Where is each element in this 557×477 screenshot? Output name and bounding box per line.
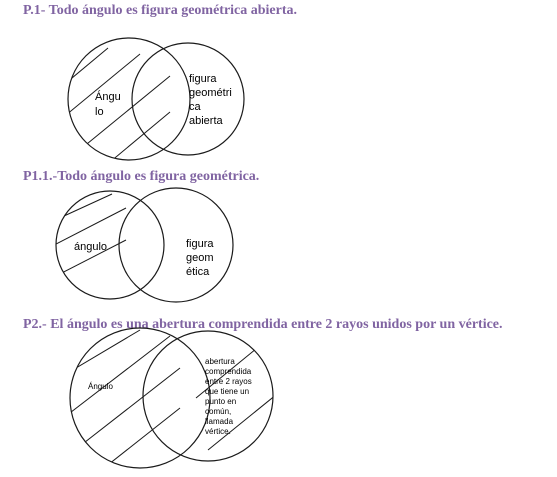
venn-diagram-3 bbox=[0, 330, 557, 465]
circle-left-3 bbox=[70, 328, 210, 468]
venn-diagram-2 bbox=[0, 188, 557, 303]
label-figura-geometrica: figura geom ética bbox=[186, 238, 214, 278]
heading-p1: P.1- Todo ángulo es figura geométrica abierta. bbox=[23, 3, 298, 18]
hatch-left-circle-2 bbox=[56, 194, 126, 276]
circle-right-1 bbox=[132, 43, 244, 155]
circle-left-1 bbox=[68, 38, 190, 160]
label-figura-geometrica-abierta: figura geométri ca abierta bbox=[189, 73, 232, 127]
label-angulo-2: ángulo bbox=[74, 241, 108, 253]
circle-left-2 bbox=[56, 191, 164, 299]
heading-p1-1: P1.1.-Todo ángulo es figura geométrica. bbox=[23, 169, 260, 184]
label-abertura-definicion: abertura comprendida entre 2 rayos que tiene un punto en común, llamada vértice. bbox=[205, 357, 252, 436]
venn-diagram-1 bbox=[0, 40, 557, 160]
hatch-left-circle-1 bbox=[60, 48, 170, 172]
label-angulo-1: Ángu lo bbox=[95, 91, 121, 118]
heading-p2: P2.- El ángulo es una abertura comprendida entre 2 rayos unidos por un vértice. bbox=[23, 317, 503, 332]
hatch-left-circle-3 bbox=[66, 330, 180, 468]
label-angulo-3: Ángulo bbox=[88, 382, 113, 391]
